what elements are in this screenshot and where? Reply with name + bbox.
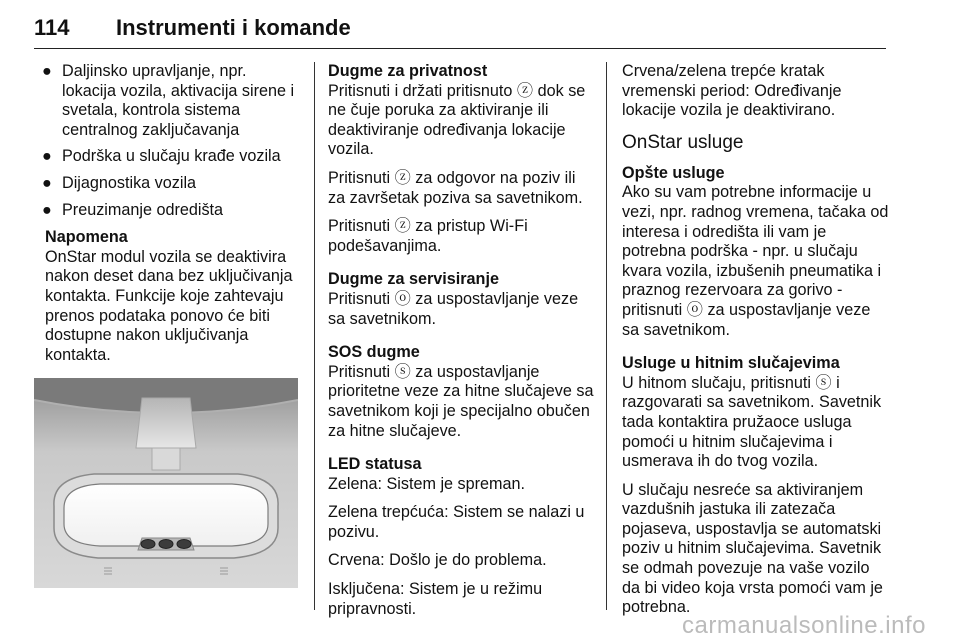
sos-section (328, 343, 596, 441)
list-item: ● Dijagnostika vozila (42, 173, 197, 192)
led-text-green: Zelena: Sistem je spreman. (328, 474, 526, 493)
service-heading: Dugme za servisiranje (328, 270, 499, 289)
privacy-heading: Dugme za privatnost (328, 62, 488, 80)
sos-text: Pritisnuti ⓢ za uspostavljanje prioritetne veze za hitne slučajeve sa savetnikom koji je specijalno obučen za hitne slučajeve. (328, 362, 594, 440)
emergency-services-section (622, 354, 890, 618)
list-item: ● Preuzimanje odredišta (42, 200, 224, 219)
emergency-services-text-2: U slučaju nesreće sa aktiviranjem vazdušnih jastuka ili zatezača pojaseva, uspostavlja se automatski poziv u hitnim slučajevima. Savetnik se odmah povezuje na vaše vozilo da bi video koja vrsta pomoći vam je potrebna. (622, 480, 883, 617)
section-heading-onstar-services: OnStar usluge (622, 131, 744, 153)
service-text: Pritisnuti ⓞ za uspostavljanje veze sa savetnikom. (328, 289, 579, 328)
note-text: OnStar modul vozila se deaktivira nakon deset dana bez uključivanja kontakta. Funkcije koje zahtevaju prenos podataka ponovo će biti dostupne nakon uključivanja kontakta. (45, 247, 293, 364)
mirror-illustration (34, 378, 298, 588)
led-text-red-green: Crvena/zelena trepće kratak vremenski period: Određivanje lokacije vozila je deaktivirano. (622, 62, 842, 120)
led-heading: LED statusa (328, 455, 422, 474)
page-header (34, 8, 886, 49)
led-section (328, 455, 596, 619)
note-block (34, 228, 302, 365)
sos-heading: SOS dugme (328, 343, 420, 362)
led-text-off: Isključena: Sistem je u režimu pripravnosti. (328, 580, 543, 618)
column-right (622, 62, 890, 632)
led-text-red: Crvena: Došlo je do problema. (328, 551, 547, 570)
list-item: ● Daljinsko upravljanje, npr. lokacija vozila, aktivacija sirene i svetala, kontrola sistema centralnog zaključavanja (42, 62, 295, 139)
column-middle (328, 62, 596, 633)
column-divider (606, 62, 607, 610)
led-text-green-blink: Zelena trepćuća: Sistem se nalazi u pozivu. (328, 503, 585, 541)
privacy-text-3: Pritisnuti ⓩ za pristup Wi-Fi podešavanjima. (328, 217, 528, 255)
emergency-services-heading: Usluge u hitnim slučajevima (622, 354, 840, 373)
column-left (34, 62, 302, 408)
watermark: carmanualsonline.info (682, 612, 926, 639)
privacy-section (328, 62, 596, 256)
privacy-text-2: Pritisnuti ⓩ za odgovor na poziv ili za završetak poziva sa savetnikom. (328, 168, 583, 207)
list-item: ● Podrška u slučaju krađe vozila (42, 147, 281, 166)
general-services-heading: Opšte usluge (622, 163, 725, 182)
service-section (328, 270, 596, 329)
column-divider (314, 62, 315, 610)
emergency-services-text-1: U hitnom slučaju, pritisnuti ⓢ i razgovarati sa savetnikom. Savetnik tada kontaktira pružaoce usluga pomoći u hitnim slučajevima i usmerava ih do tvog vozila. (622, 373, 882, 471)
note-heading: Napomena (45, 228, 128, 247)
page-number: 114 (34, 15, 70, 40)
page-title: Instrumenti i komande (116, 15, 351, 40)
mirror-svg (34, 378, 298, 588)
privacy-text-1: Pritisnuti i držati pritisnuto ⓩ dok se ne čuje poruka za aktiviranje ili deaktiviranje određivanja lokacije vozila. (328, 81, 586, 159)
general-services-section (622, 164, 890, 340)
general-services-text: Ako su vam potrebne informacije u vezi, npr. radnog vremena, tačaka od interesa i odredišta ili vam je potrebna podrška - npr. u slučaju kvara vozila, izbušenih pneumatika i praznog rezervoara za gorivo - pritisnuti ⓞ za uspostavljanje veze sa savetnikom. (622, 183, 889, 339)
